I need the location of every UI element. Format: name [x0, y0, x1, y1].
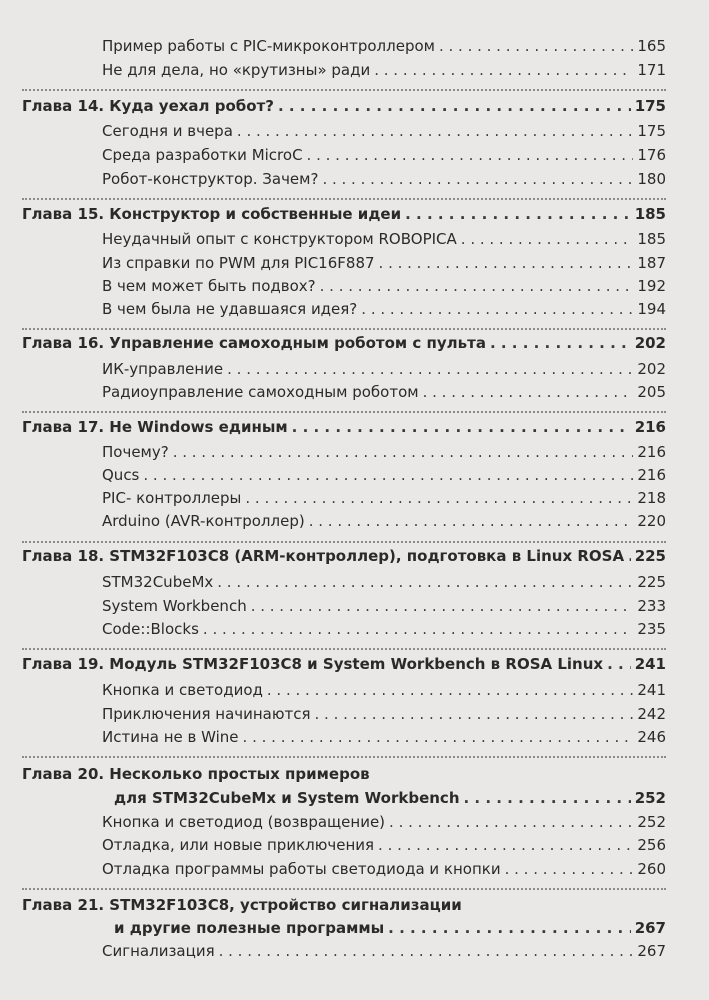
toc-entry-title: Робот-конструктор. Зачем? [102, 170, 319, 188]
toc-entry-page: 246 [637, 728, 666, 746]
divider [22, 411, 666, 413]
toc-chapter-page: 175 [634, 97, 666, 115]
toc-entry-page: 267 [637, 942, 666, 960]
toc-entry-page: 252 [637, 813, 666, 831]
toc-chapter-page: 225 [634, 547, 666, 565]
toc-chapter-title: и другие полезные программы [114, 919, 385, 937]
toc-entry-page: 171 [637, 61, 666, 79]
toc-entry[interactable] [102, 725, 666, 749]
toc-entry[interactable] [102, 143, 666, 167]
toc-entry-page: 220 [637, 512, 666, 530]
toc-entry[interactable] [102, 274, 666, 298]
toc-entry-title: Кнопка и светодиод (возвращение) [102, 813, 386, 831]
toc-chapter-title: для STM32CubeMx и System Workbench [114, 789, 460, 807]
toc-entry-page: 242 [637, 705, 666, 723]
toc-entry-title: Радиоуправление самоходным роботом [102, 383, 419, 401]
toc-entry-title: Не для дела, но «крутизны» ради [102, 61, 371, 79]
toc-entry[interactable] [102, 570, 666, 594]
dot-leader [237, 119, 633, 143]
toc-entry[interactable] [102, 678, 666, 702]
toc-chapter-page: 202 [634, 334, 666, 352]
toc-chapter-title-line1: Глава 20. Несколько простых примеров [22, 765, 370, 783]
toc-entry[interactable] [102, 833, 666, 857]
toc-entry[interactable] [102, 227, 666, 251]
toc-entry-page: 185 [637, 230, 666, 248]
dot-leader [423, 380, 634, 404]
toc-entry-title: В чем была не удавшаяся идея? [102, 300, 358, 318]
dot-leader [379, 251, 634, 275]
dot-leader [389, 810, 633, 834]
toc-chapter[interactable] [22, 202, 666, 226]
toc-entry[interactable] [102, 617, 666, 641]
toc-entry[interactable] [102, 486, 666, 510]
dot-leader [490, 331, 631, 355]
divider [22, 198, 666, 200]
toc-chapter-page: 252 [634, 789, 666, 807]
toc-chapter[interactable] [22, 544, 666, 568]
toc-entry[interactable] [102, 297, 666, 321]
dot-leader [464, 786, 631, 810]
toc-chapter[interactable] [22, 331, 666, 355]
toc-entry[interactable] [102, 509, 666, 533]
toc-entry-page: 216 [637, 466, 666, 484]
dot-leader [388, 916, 631, 940]
toc-entry-page: 256 [637, 836, 666, 854]
toc-entry-title: System Workbench [102, 597, 247, 615]
toc-entry-page: 233 [637, 597, 666, 615]
toc-entry[interactable] [102, 939, 666, 963]
dot-leader [245, 486, 633, 510]
toc-entry[interactable] [102, 440, 666, 464]
toc-entry-title: STM32CubeMx [102, 573, 214, 591]
dot-leader [307, 143, 634, 167]
toc-entry-page: 187 [637, 254, 666, 272]
toc-entry-page: 241 [637, 681, 666, 699]
toc-entry-page: 176 [637, 146, 666, 164]
dot-leader [607, 652, 631, 676]
toc-entry-title: Почему? [102, 443, 169, 461]
toc-chapter-title: Глава 18. STM32F103C8 (ARM-контроллер), подготовка в Linux ROSA [22, 547, 625, 565]
toc-entry-title: Из справки по PWM для PIC16F887 [102, 254, 375, 272]
toc-entry-title: Сигнализация [102, 942, 215, 960]
toc-entry-page: 175 [637, 122, 666, 140]
toc-chapter-page: 267 [634, 919, 666, 937]
dot-leader [405, 202, 631, 226]
toc-entry-page: 205 [637, 383, 666, 401]
toc-entry-title: Отладка, или новые приключения [102, 836, 375, 854]
toc-entry-title: Истина не в Wine [102, 728, 239, 746]
toc-entry-title: Кнопка и светодиод [102, 681, 263, 699]
toc-chapter[interactable] [114, 916, 666, 940]
toc-chapter[interactable] [22, 94, 666, 118]
toc-entry-page: 235 [637, 620, 666, 638]
dot-leader [143, 463, 633, 487]
toc-chapter-page: 216 [634, 418, 666, 436]
toc-entry[interactable] [102, 702, 666, 726]
toc-entry[interactable] [102, 34, 666, 58]
divider [22, 89, 666, 91]
toc-entry[interactable] [102, 594, 666, 618]
dot-leader [361, 297, 633, 321]
toc-entry[interactable] [102, 251, 666, 275]
toc-entry-title: PIC- контроллеры [102, 489, 242, 507]
dot-leader [173, 440, 634, 464]
dot-leader [292, 415, 631, 439]
dot-leader [217, 570, 633, 594]
toc-entry-page: 216 [637, 443, 666, 461]
toc-chapter-title-line1: Глава 21. STM32F103C8, устройство сигнализации [22, 896, 462, 914]
dot-leader [219, 939, 634, 963]
toc-entry[interactable] [102, 58, 666, 82]
toc-entry-title: Приключения начинаются [102, 705, 311, 723]
dot-leader [374, 58, 633, 82]
toc-entry-page: 225 [637, 573, 666, 591]
toc-entry-title: В чем может быть подвох? [102, 277, 316, 295]
divider [22, 328, 666, 330]
dot-leader [243, 725, 634, 749]
toc-chapter-title: Глава 16. Управление самоходным роботом с пульта [22, 334, 486, 352]
dot-leader [251, 594, 634, 618]
toc-entry-title: Отладка программы работы светодиода и кнопки [102, 860, 501, 878]
toc-entry-title: Arduino (AVR-контроллер) [102, 512, 305, 530]
dot-leader [628, 544, 631, 568]
toc-entry-page: 202 [637, 360, 666, 378]
toc-entry-title: Сегодня и вчера [102, 122, 233, 140]
toc-chapter[interactable] [22, 652, 666, 676]
dot-leader [322, 167, 633, 191]
toc-entry-title: ИК-управление [102, 360, 224, 378]
toc-chapter-page: 241 [634, 655, 666, 673]
toc-entry-page: 218 [637, 489, 666, 507]
dot-leader [309, 509, 634, 533]
toc-entry-page: 192 [637, 277, 666, 295]
toc-entry[interactable] [102, 463, 666, 487]
toc-entry[interactable] [102, 119, 666, 143]
toc-entry[interactable] [102, 357, 666, 381]
dot-leader [505, 857, 634, 881]
toc-entry-title: Code::Blocks [102, 620, 199, 638]
dot-leader [267, 678, 633, 702]
dot-leader [320, 274, 634, 298]
dot-leader [315, 702, 634, 726]
dot-leader [227, 357, 633, 381]
toc-entry-title: Qucs [102, 466, 140, 484]
dot-leader [378, 833, 633, 857]
divider [22, 541, 666, 543]
dot-leader [461, 227, 634, 251]
divider [22, 648, 666, 650]
toc-entry[interactable] [102, 857, 666, 881]
toc-entry[interactable] [102, 167, 666, 191]
toc-entry-page: 180 [637, 170, 666, 188]
dot-leader [439, 34, 633, 58]
toc-entry-page: 194 [637, 300, 666, 318]
toc-entry-page: 165 [637, 37, 666, 55]
toc-chapter-page: 185 [634, 205, 666, 223]
toc-chapter-title: Глава 19. Модуль STM32F103C8 и System Workbench в ROSA Linux [22, 655, 604, 673]
divider [22, 888, 666, 890]
dot-leader [203, 617, 633, 641]
toc-entry[interactable] [102, 810, 666, 834]
toc-entry-title: Неудачный опыт с конструктором ROBOPICA [102, 230, 457, 248]
toc-chapter[interactable] [22, 415, 666, 439]
dot-leader [278, 94, 631, 118]
toc-chapter-title: Глава 14. Куда уехал робот? [22, 97, 274, 115]
toc-chapter-title: Глава 15. Конструктор и собственные идеи [22, 205, 402, 223]
toc-chapter[interactable] [114, 786, 666, 810]
toc-chapter-title: Глава 17. Не Windows единым [22, 418, 288, 436]
toc-entry-title: Пример работы с PIC-микроконтроллером [102, 37, 435, 55]
toc-entry[interactable] [102, 380, 666, 404]
toc-entry-page: 260 [637, 860, 666, 878]
divider [22, 756, 666, 758]
toc-entry-title: Среда разработки MicroC [102, 146, 303, 164]
